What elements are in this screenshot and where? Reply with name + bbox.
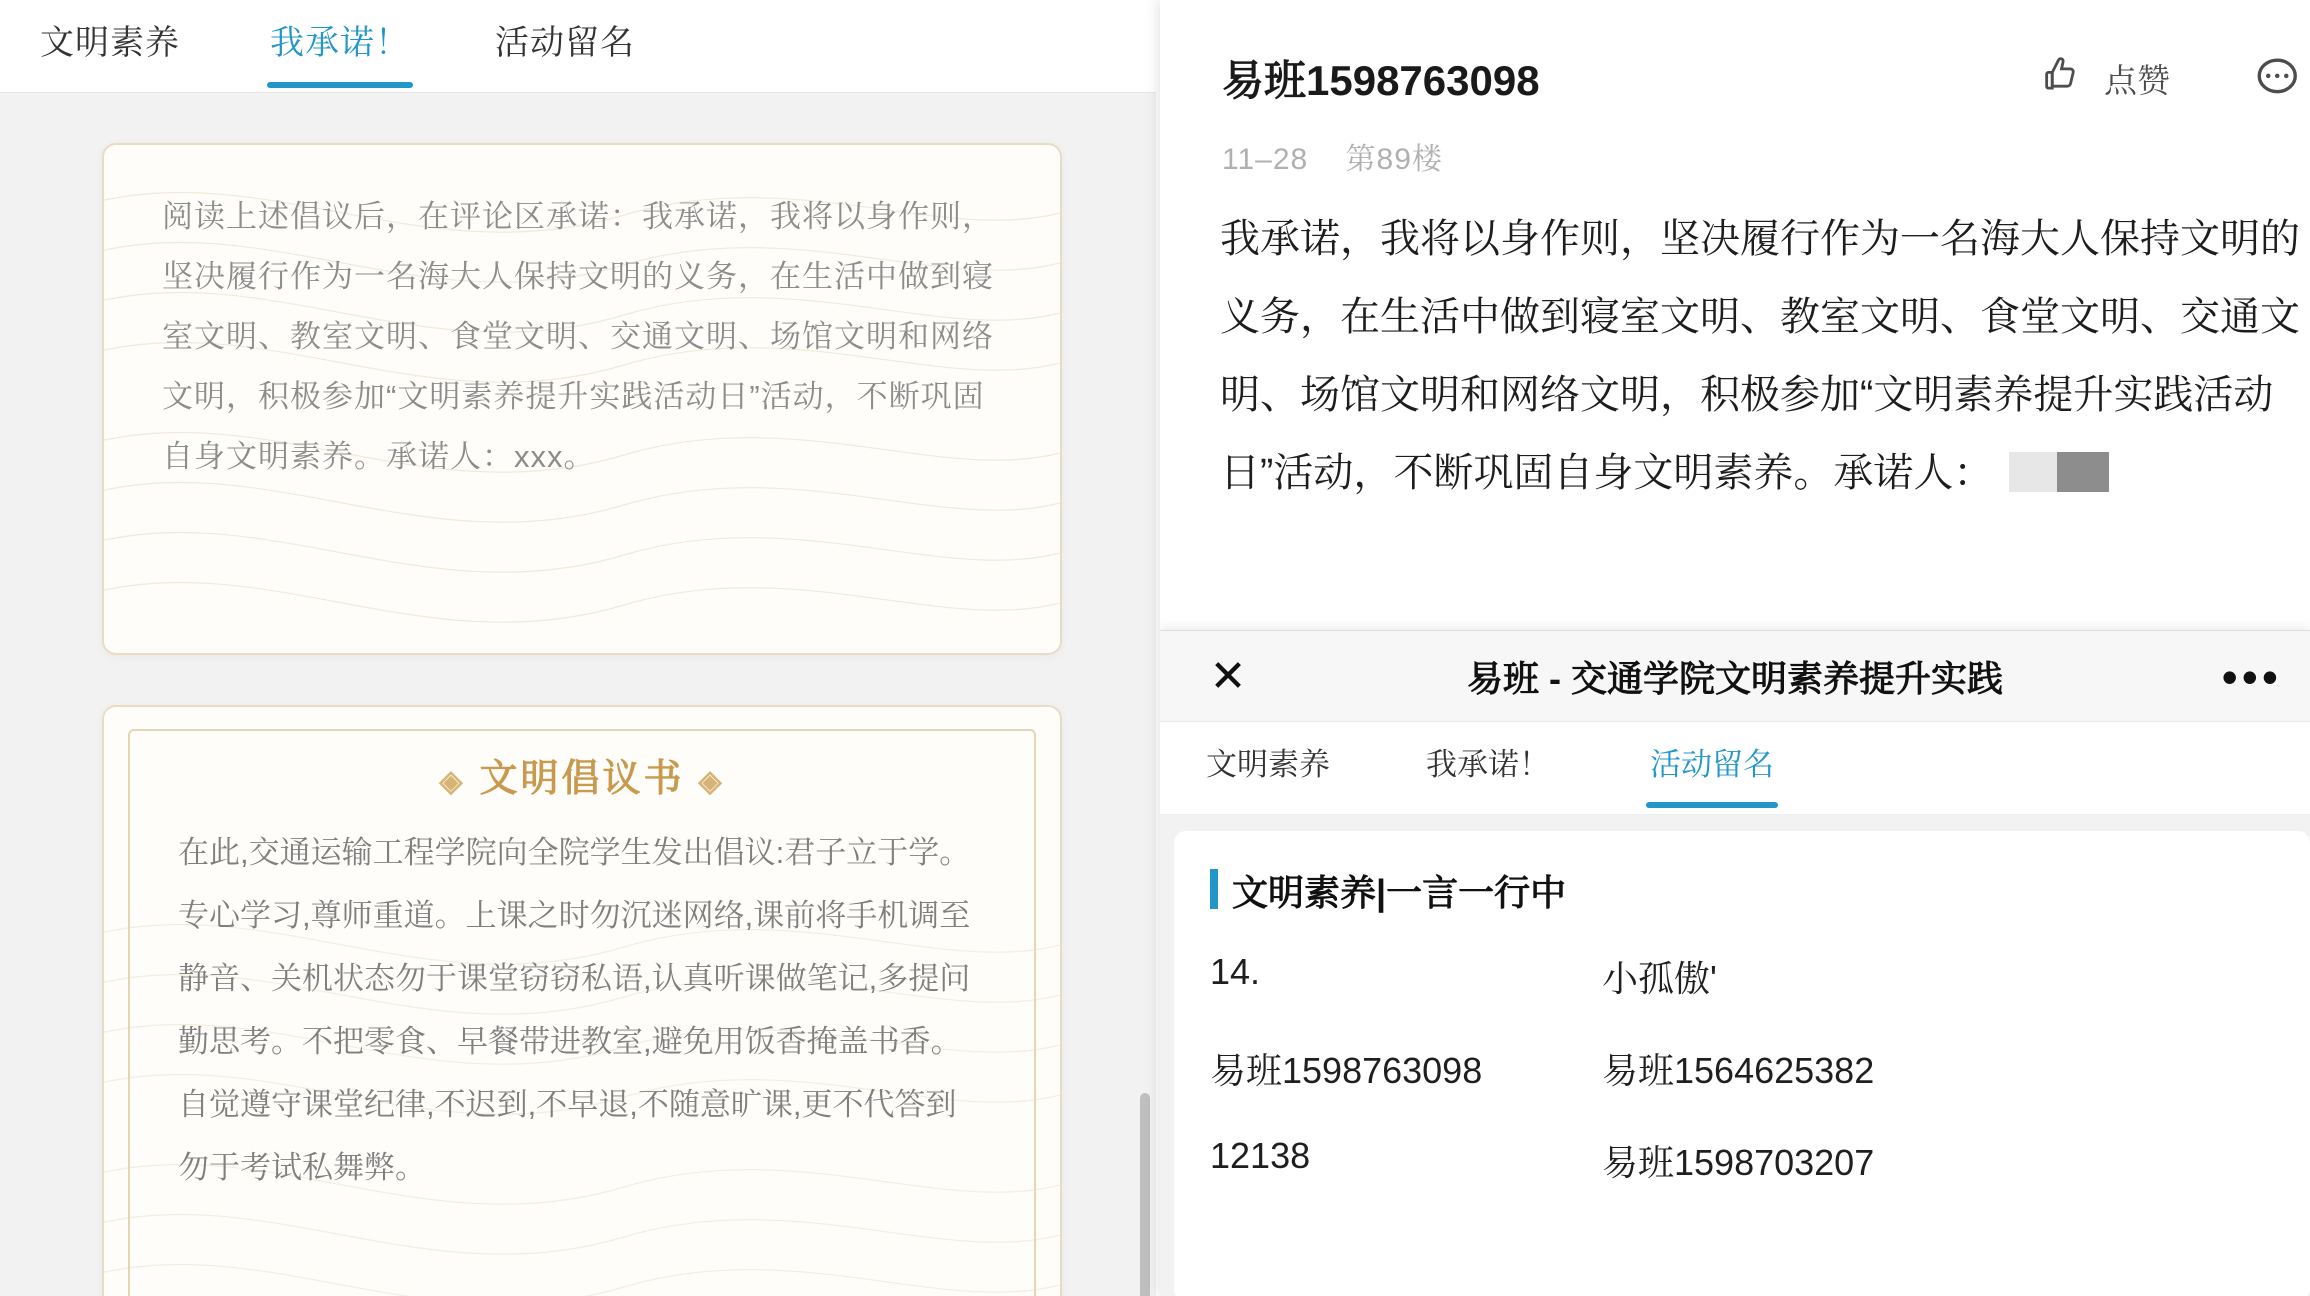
tab-wenming-suyang[interactable] — [40, 0, 180, 92]
proposal-title — [104, 747, 1060, 802]
name-cell: 14. — [1210, 951, 1261, 992]
list-item — [1210, 1135, 2290, 1227]
tab-label: 我承诺！ — [270, 24, 410, 62]
tab-active-underline — [267, 82, 413, 88]
diamond-icon: ◈ — [698, 765, 725, 798]
right-overlay-panel — [1160, 0, 2310, 1296]
proposal-card — [102, 705, 1062, 1296]
post-date: 11–28 — [1222, 143, 1309, 176]
embedded-browser-window — [1160, 630, 2310, 1296]
post-body-text — [1220, 200, 2310, 512]
embedded-tab-wo-chengnuo[interactable] — [1426, 722, 1550, 814]
name-cell: 易班1564625382 — [1602, 1050, 1875, 1091]
proposal-title-text: 文明倡议书 — [479, 758, 685, 800]
name-cell: 易班1598763098 — [1210, 1050, 1483, 1091]
names-grid — [1210, 951, 2290, 1296]
comment-button[interactable] — [2248, 50, 2302, 104]
comment-icon — [2248, 50, 2302, 104]
post-author-name: 易班1598763098 — [1222, 57, 1540, 104]
embedded-tab-huodong-liuming[interactable] — [1650, 722, 1774, 814]
like-button[interactable] — [2039, 54, 2170, 104]
title-accent-bar — [1210, 869, 1218, 909]
close-icon[interactable]: ✕ — [1209, 652, 1247, 701]
embedded-tab-wenming-suyang[interactable] — [1206, 722, 1330, 814]
embedded-window-title: 易班 - 交通学院文明素养提升实践 — [1467, 658, 2003, 699]
tab-label: 文明素养 — [40, 24, 180, 62]
tab-active-underline — [1646, 802, 1778, 808]
tab-label: 活动留名 — [495, 24, 635, 62]
embedded-window-content[interactable] — [1160, 815, 2310, 1296]
tab-label: 文明素养 — [1206, 747, 1330, 782]
embedded-window-titlebar — [1160, 631, 2310, 722]
name-cell: 小孤傲' — [1602, 958, 1717, 999]
like-label: 点赞 — [2104, 62, 2170, 99]
list-item — [1210, 951, 2290, 1043]
diamond-icon: ◈ — [439, 765, 466, 798]
left-scrollbar-thumb[interactable] — [1140, 1093, 1150, 1296]
post-meta — [1222, 134, 1443, 178]
post-detail — [1160, 0, 2310, 660]
more-options-icon[interactable]: ••• — [2221, 651, 2282, 703]
list-item — [1210, 1043, 2290, 1135]
tab-label: 我承诺！ — [1426, 747, 1550, 782]
pledge-text: 阅读上述倡议后，在评论区承诺：我承诺，我将以身作则，坚决履行作为一名海大人保持文明的义务，在生活中做到寝室文明、教室文明、食堂文明、交通文明、场馆文明和网络文明，积极参加“文明素养提升实践活动日”活动，不断巩固自身文明素养。承诺人：xxx。 — [162, 199, 994, 474]
section-title — [1210, 865, 1566, 916]
name-cell: 易班1598703207 — [1602, 1142, 1875, 1183]
left-scroll-content[interactable] — [0, 93, 1156, 1296]
proposal-text: 在此,交通运输工程学院向全院学生发出倡议:君子立于学。专心学习,尊师重道。上课之时勿沉迷网络,课前将手机调至静音、关机状态勿于课堂窃窃私语,认真听课做笔记,多提问勤思考。不把零食、早餐带进教室,避免用饭香掩盖书香。自觉遵守课堂纪律,不迟到,不早退,不随意旷课,更不代答到勿于考试私舞弊。 — [178, 835, 971, 1185]
post-body-content: 我承诺，我将以身作则，坚决履行作为一名海大人保持文明的义务，在生活中做到寝室文明、教室文明、食堂文明、交通文明、场馆文明和网络文明，积极参加“文明素养提升实践活动日”活动，不断巩固自身文明素养。承诺人： — [1220, 217, 2300, 495]
name-cell: 12138 — [1210, 1135, 1311, 1176]
tab-label: 活动留名 — [1650, 747, 1774, 782]
redacted-name-block — [2009, 452, 2109, 492]
left-tab-bar — [0, 0, 1156, 93]
tab-huodong-liuming[interactable] — [495, 0, 635, 92]
tab-wo-chengnuo[interactable] — [270, 0, 410, 92]
embedded-tab-bar — [1160, 722, 2310, 815]
post-floor: 第89楼 — [1345, 143, 1443, 176]
pledge-card — [102, 143, 1062, 655]
thumbs-up-icon — [2039, 54, 2083, 104]
names-card — [1174, 831, 2310, 1296]
section-title-text: 文明素养|一言一行中 — [1232, 872, 1567, 913]
